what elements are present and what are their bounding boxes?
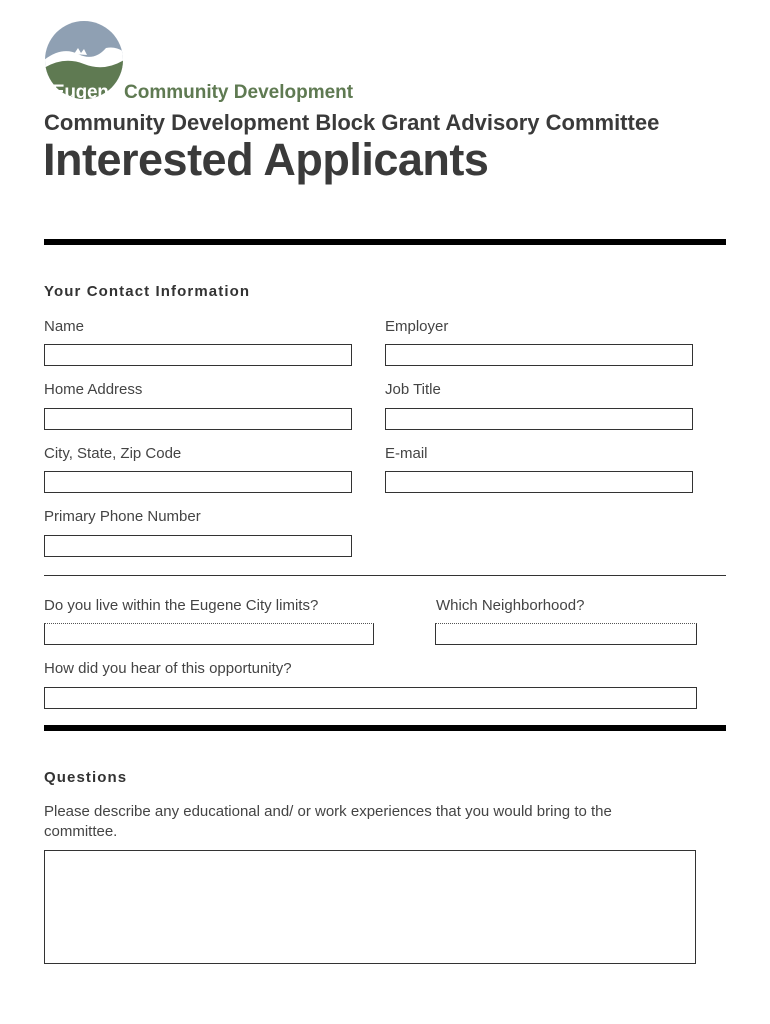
page-title: Interested Applicants <box>43 134 489 185</box>
section-divider-thick <box>44 239 726 245</box>
form-subtitle: Community Development Block Grant Advisory Committee <box>44 110 660 135</box>
section-divider-thick-2 <box>44 725 726 731</box>
city-state-zip-field[interactable] <box>44 471 352 493</box>
employer-field[interactable] <box>385 344 693 366</box>
city-limits-field[interactable] <box>44 623 374 645</box>
city-state-zip-label: City, State, Zip Code <box>44 445 182 462</box>
experience-answer-textarea[interactable] <box>44 850 696 964</box>
email-label: E-mail <box>385 445 428 462</box>
eugene-community-development-logo <box>44 20 364 103</box>
hear-of-opportunity-label: How did you hear of this opportunity? <box>44 660 292 677</box>
question-experience-text: Please describe any educational and/ or work experiences that you would bring to the committee. <box>44 803 612 840</box>
phone-label: Primary Phone Number <box>44 508 201 525</box>
name-field[interactable] <box>44 344 352 366</box>
neighborhood-field[interactable] <box>435 623 697 645</box>
neighborhood-label: Which Neighborhood? <box>436 597 585 614</box>
home-address-field[interactable] <box>44 408 352 430</box>
phone-field[interactable] <box>44 535 352 557</box>
hear-of-opportunity-field[interactable] <box>44 687 697 709</box>
questions-section-heading: Questions <box>44 769 128 786</box>
job-title-label: Job Title <box>385 381 441 398</box>
email-field[interactable] <box>385 471 693 493</box>
employer-label: Employer <box>385 318 449 335</box>
name-label: Name <box>44 318 85 335</box>
home-address-label: Home Address <box>44 381 143 398</box>
logo-city-text: Eugene <box>52 82 119 103</box>
logo-department-text: Community Development <box>124 82 354 103</box>
job-title-field[interactable] <box>385 408 693 430</box>
contact-section-heading: Your Contact Information <box>44 283 251 300</box>
section-divider-thin <box>44 575 726 576</box>
city-limits-label: Do you live within the Eugene City limits? <box>44 597 319 614</box>
